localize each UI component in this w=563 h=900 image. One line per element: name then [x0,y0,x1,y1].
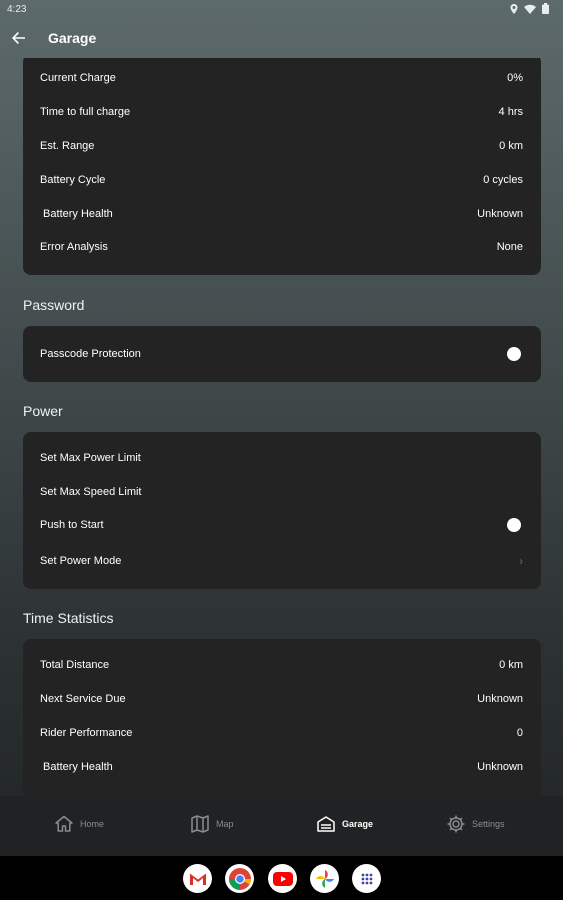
passcode-protection-label: Passcode Protection [40,348,141,360]
stats-battery-health-label: Battery Health [40,761,113,773]
status-icons [510,3,549,14]
nav-home[interactable] [54,814,104,834]
power-card [23,432,541,589]
current-charge-value: 0% [507,72,523,84]
system-dock [0,856,563,900]
status-bar [0,0,563,18]
battery-cycle-row [40,170,523,190]
rider-performance-label: Rider Performance [40,727,133,739]
battery-health-value: Unknown [477,208,523,220]
garage-icon [316,814,336,834]
nav-settings[interactable] [446,814,505,834]
nav-map[interactable] [190,814,234,834]
total-distance-value: 0 km [499,659,523,671]
chrome-icon [228,867,252,891]
password-card [23,326,541,382]
battery-card [23,58,541,275]
time-statistics-card [23,639,541,796]
youtube-icon [273,872,293,886]
rider-performance-row [40,723,523,743]
passcode-protection-row[interactable] [40,344,523,364]
nav-home-label: Home [80,819,105,829]
est-range-value: 0 km [499,140,523,152]
battery-cycle-value: 0 cycles [483,174,523,186]
back-arrow-icon[interactable] [10,29,28,47]
location-icon [510,4,518,14]
wifi-icon [524,4,536,14]
gear-icon [446,814,466,834]
home-icon [54,814,74,834]
current-charge-label: Current Charge [40,72,116,84]
password-section-title: Password [23,297,85,313]
nav-garage[interactable] [316,814,373,834]
time-to-full-row [40,102,523,122]
error-analysis-label: Error Analysis [40,241,108,253]
total-distance-row [40,655,523,675]
bottom-navigation [0,796,563,856]
page-title: Garage [48,30,97,46]
total-distance-label: Total Distance [40,659,110,671]
push-to-start-row[interactable] [40,515,523,535]
next-service-row [40,689,523,709]
power-mode-row[interactable] [40,551,523,571]
next-service-label: Next Service Due [40,693,126,705]
battery-icon [542,3,549,14]
battery-health-row [40,204,523,224]
battery-health-label: Battery Health [40,208,113,220]
chrome-app[interactable] [225,864,254,893]
time-statistics-section-title: Time Statistics [23,610,114,626]
chevron-right-icon: › [519,554,523,568]
app-bar [0,18,563,58]
power-mode-label: Set Power Mode [40,555,122,567]
stats-battery-health-row [40,757,523,777]
max-power-limit-label: Set Max Power Limit [40,452,141,464]
photos-icon [315,869,335,889]
est-range-row [40,136,523,156]
youtube-app[interactable] [268,864,297,893]
photos-app[interactable] [310,864,339,893]
time-to-full-label: Time to full charge [40,106,131,118]
current-charge-row [40,68,523,88]
map-icon [190,814,210,834]
nav-map-label: Map [216,819,234,829]
next-service-value: Unknown [477,693,523,705]
gmail-app[interactable] [183,864,212,893]
time-to-full-value: 4 hrs [498,106,523,118]
stats-battery-health-value: Unknown [477,761,523,773]
battery-cycle-label: Battery Cycle [40,174,106,186]
nav-garage-label: Garage [342,819,374,829]
power-section-title: Power [23,403,63,419]
push-to-start-toggle[interactable] [507,518,521,532]
nav-settings-label: Settings [472,819,505,829]
garage-content[interactable] [0,58,563,796]
push-to-start-label: Push to Start [40,519,104,531]
est-range-label: Est. Range [40,140,95,152]
max-speed-limit-label: Set Max Speed Limit [40,486,142,498]
error-analysis-row [40,237,523,257]
rider-performance-value: 0 [516,727,523,739]
max-speed-limit-row[interactable] [40,482,523,502]
passcode-protection-toggle[interactable] [507,347,521,361]
app-drawer-icon [360,872,374,886]
app-drawer-button[interactable] [352,864,381,893]
error-analysis-value: None [496,241,523,253]
max-power-limit-row[interactable] [40,448,523,468]
gmail-icon [189,872,207,886]
status-time: 4:23 [7,4,27,15]
